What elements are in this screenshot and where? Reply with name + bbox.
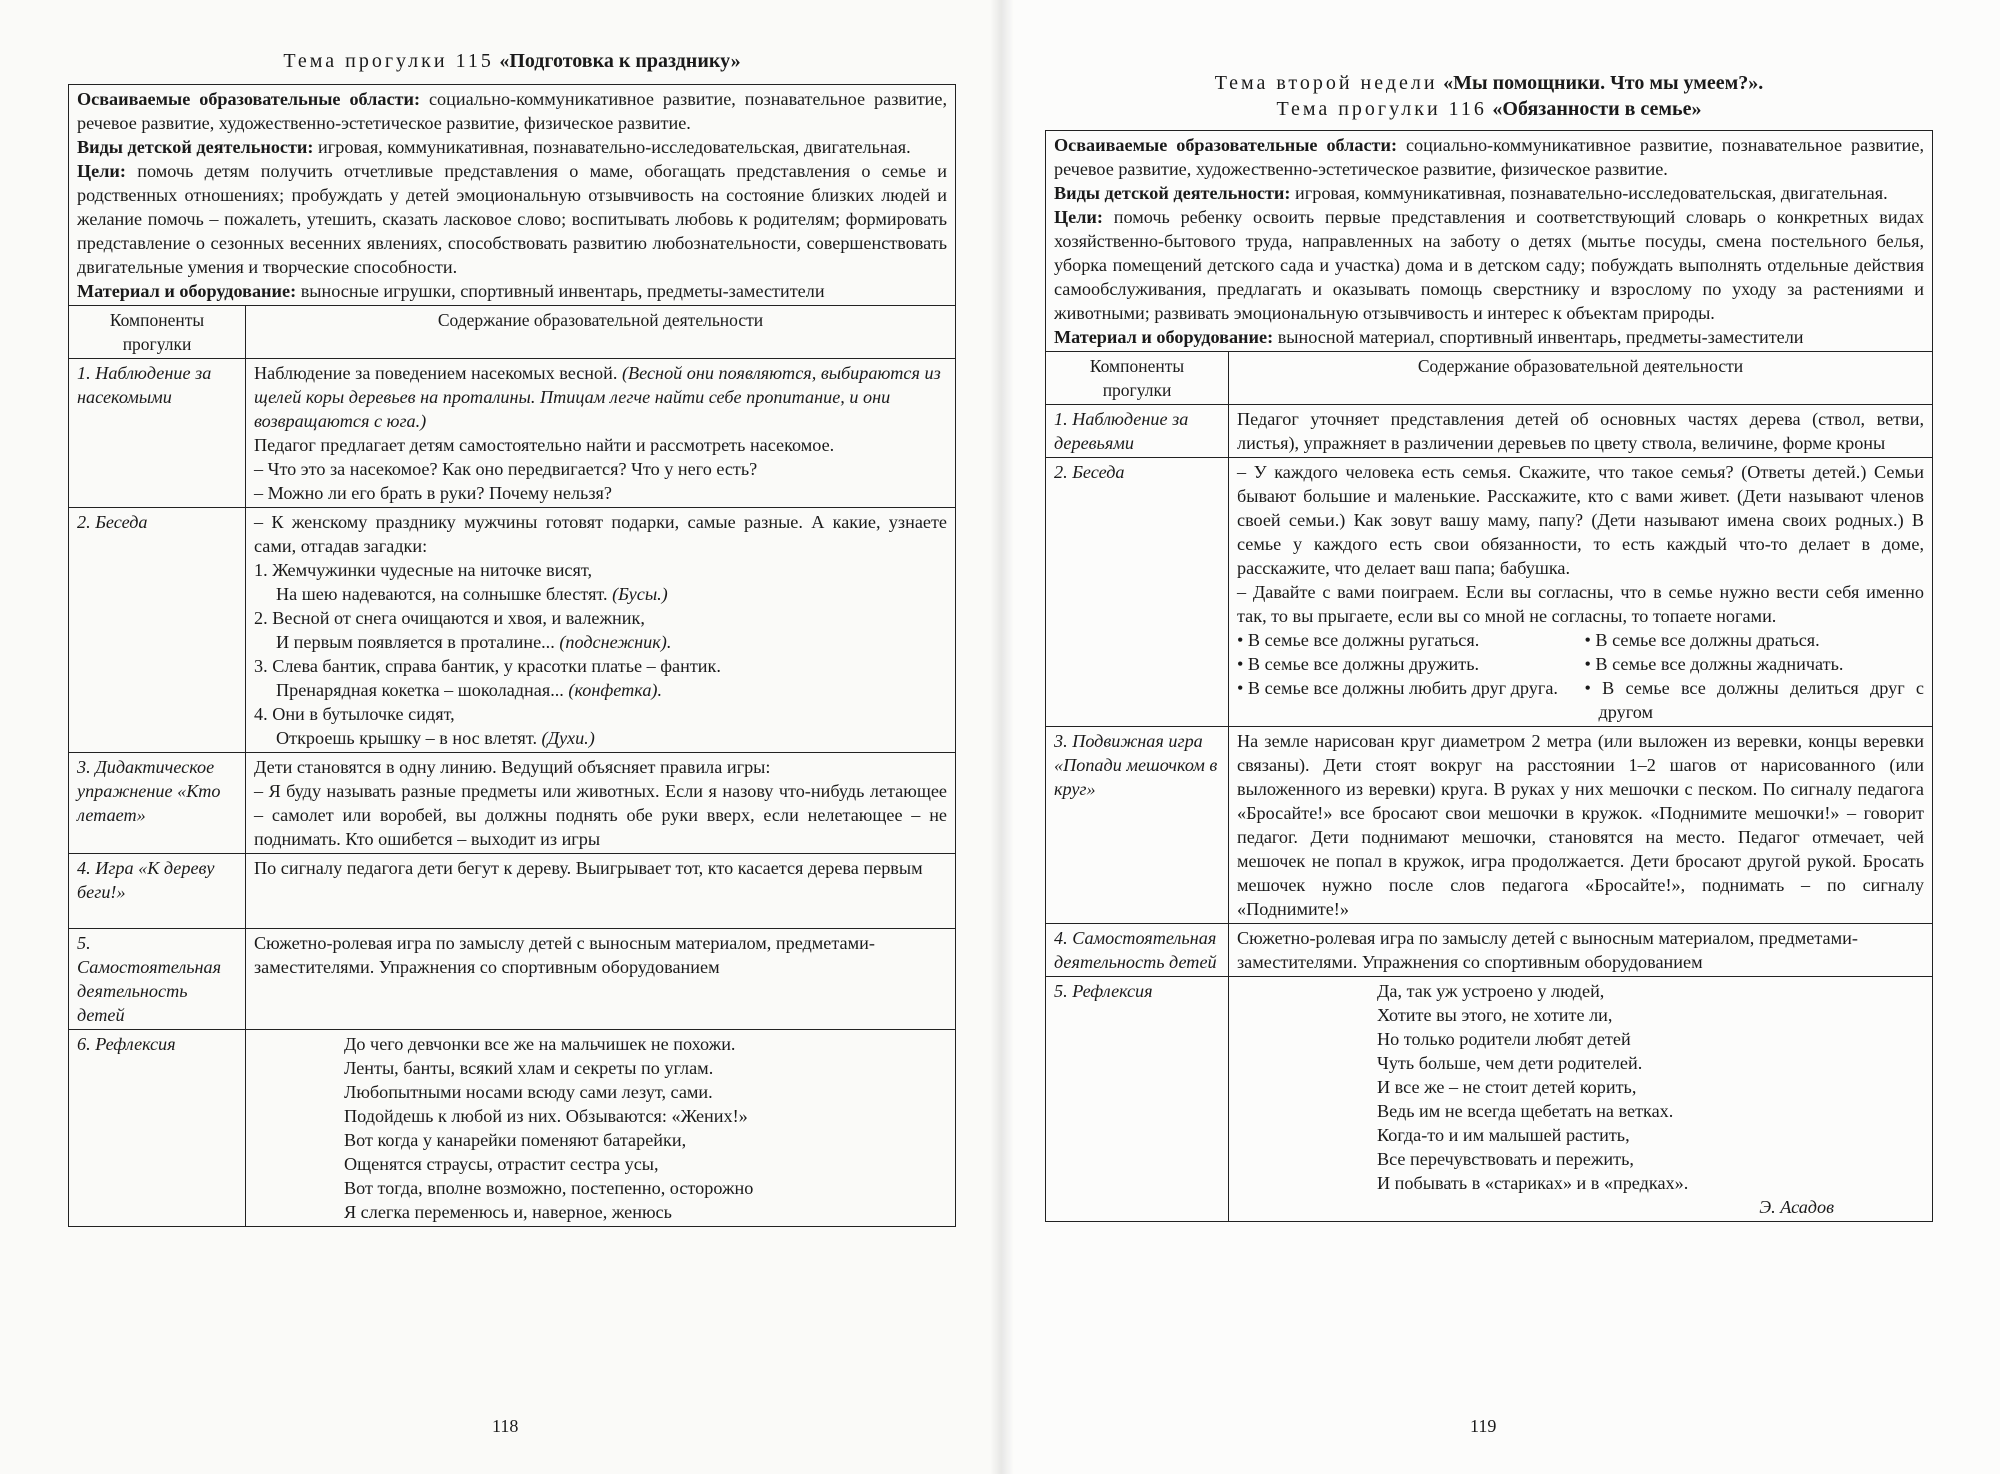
right-week-title	[1045, 70, 1933, 96]
left-riddle2-answer: (подснежник).	[554, 632, 672, 652]
left-info-cell	[69, 85, 956, 306]
right-row3-content: На земле нарисован круг диаметром 2 метра (или выложен из веревки, концы веревки связаны). Дети стоят вокруг на расстоянии 1–2 шагов от нарисованного (или выложенного из веревки) круга. В руках у них мешочки с песком. По сигналу педагога «Бросайте!» все бросают свои мешочки в кружок. «Поднимите мешочки!» – говорит педагог. Дети поднимают мешочки, становятся на место. Педагог отмечает, чей мешочек не попал в кружок, игра продолжается. Дети бросают другой рукой. Бросать мешочек нужно после слов педагога «Бросайте!», поднимать – по сигналу «Поднимите!»	[1229, 727, 1933, 924]
poem-line: Ленты, банты, всякий хлам и секреты по углам.	[344, 1058, 714, 1078]
poem-line: Все перечувствовать и пережить,	[1377, 1149, 1634, 1169]
left-row1-b: Педагог предлагает детям самостоятельно найти и рассмотреть насекомое.	[254, 435, 835, 455]
left-row3-b: – Я буду называть разные предметы или животных. Если я назову что-нибудь летающее – самолет или воробей, вы должны поднять обе руки вверх, если нелетающее – не поднимать. Кто ошибется – выходит из игры	[254, 781, 947, 849]
poem-line: Но только родители любят детей	[1377, 1029, 1631, 1049]
right-areas-text: социально-коммуникативное развитие, познавательное развитие, речевое развитие, художественно-эстетическое развитие, физическое развитие.	[1054, 135, 1924, 179]
right-materials	[1054, 325, 1924, 349]
left-materials-label: Материал и оборудование:	[77, 281, 297, 301]
right-page-content	[1045, 70, 1933, 1222]
left-areas	[77, 87, 947, 135]
right-poem	[1237, 979, 1924, 1195]
right-goals-label: Цели:	[1054, 207, 1103, 227]
list-item: • В семье все должны дружить.	[1237, 654, 1480, 674]
right-title-prefix: Тема прогулки 116	[1276, 98, 1487, 120]
left-col-content: Содержание образовательной деятельности	[246, 306, 956, 359]
left-row1-d: – Можно ли его брать в руки? Почему нельзя?	[254, 483, 612, 503]
left-title-topic: «Подготовка к празднику»	[499, 50, 741, 72]
right-goals-text: помочь ребенку освоить первые представления и соответствующий словарь о конкретных видах хозяйственно-бытового труда, направленных на заботу о детях (мытье посуды, смена постельного белья, уборка помещений детского сада и участка) дома и в детском саду; побуждать выполнять отдельные действия самообслуживания, предлагать и оказывать помощь сверстнику и взрослому по уходу за растениями и животными; развивать эмоциональную отзывчивость и интерес к объектам природы.	[1054, 207, 1924, 323]
left-row2-content	[246, 508, 956, 753]
right-walk-table	[1045, 130, 1933, 1222]
table-row	[1046, 977, 1933, 1222]
poem-line: Подойдешь к любой из них. Обзываются: «Жених!»	[344, 1106, 748, 1126]
left-header-row	[69, 306, 956, 359]
left-title-prefix: Тема прогулки 115	[283, 50, 494, 72]
left-riddle4-b-line	[254, 726, 947, 750]
left-riddle3-b: Пренарядная кокетка – шоколадная...	[276, 680, 564, 700]
left-walk-table	[68, 84, 956, 1227]
left-riddle1-b: На шею надеваются, на солнышке блестят.	[276, 584, 608, 604]
left-row2-intro: – К женскому празднику мужчины готовят подарки, самые разные. А какие, узнаете сами, отгадав загадки:	[254, 512, 947, 556]
right-header-row	[1046, 352, 1933, 405]
left-row1-line	[254, 361, 947, 433]
right-info-cell	[1046, 131, 1933, 352]
poem-line: И все же – не стоит детей корить,	[1377, 1077, 1637, 1097]
right-row2-name: 2. Беседа	[1046, 458, 1229, 727]
right-row2-b: – Давайте с вами поиграем. Если вы согласны, что в семье нужно вести себя именно так, то вы прыгаете, если вы со мной не согласны, то топаете ногами.	[1237, 582, 1924, 626]
right-week-topic: «Мы помощники. Что мы умеем?».	[1443, 72, 1764, 94]
poem-line: Хотите вы этого, не хотите ли,	[1377, 1005, 1613, 1025]
right-col-components: Компоненты прогулки	[1046, 352, 1229, 405]
table-row	[69, 1030, 956, 1227]
left-row3-content	[246, 753, 956, 854]
right-kinds	[1054, 181, 1924, 205]
right-row3-name: 3. Подвижная игра «Попади мешочком в круг»	[1046, 727, 1229, 924]
left-areas-text: социально-коммуникативное развитие, познавательное развитие, речевое развитие, художественно-эстетическое развитие, физическое развитие.	[77, 89, 947, 133]
left-page-content	[68, 48, 956, 1227]
poem-line: Любопытными носами всюду сами лезут, сами.	[344, 1082, 713, 1102]
left-row1-a-italic: (Весной они появляются, выбираются из щелей коры деревьев на проталины. Птицам легче найти себе пропитание, и они возвращаются с юга.)	[254, 363, 941, 431]
right-row1-content: Педагог уточняет представления детей об основных частях дерева (ствол, ветви, листья), упражняет в различении деревьев по цвету ствола, величине, форме кроны	[1229, 405, 1933, 458]
left-goals-label: Цели:	[77, 161, 126, 181]
right-row1-name: 1. Наблюдение за деревьями	[1046, 405, 1229, 458]
left-page-number: 118	[492, 1416, 519, 1436]
left-goals-text: помочь детям получить отчетливые представления о маме, обогащать представления о семье и родственных отношениях; пробуждать у детей эмоциональную отзывчивость на состояние близких людей и желание помочь – пожалеть, утешить, сказать ласковое слово; воспитывать любовь к родителям; формировать представление о сезонных весенних явлениях, способствовать развитию любознательности, совершенствовать двигательные умения и творческие способности.	[77, 161, 947, 277]
table-row	[1046, 924, 1933, 977]
list-item: • В семье все должны жадничать.	[1584, 654, 1844, 674]
left-row3-a: Дети становятся в одну линию. Ведущий объясняет правила игры:	[254, 757, 771, 777]
left-riddle2-b-line	[254, 630, 947, 654]
poem-line: И побывать в «стариках» и в «предках».	[1377, 1173, 1689, 1193]
left-row3-name: 3. Дидактическое упражнение «Кто летает»	[69, 753, 246, 854]
table-row	[1046, 405, 1933, 458]
left-riddle1-b-line	[254, 582, 947, 606]
right-week-prefix: Тема второй недели	[1214, 72, 1438, 94]
poem-line: До чего девчонки все же на мальчишек не похожи.	[344, 1034, 736, 1054]
left-row5-name: 5. Самостоятельная деятельность детей	[69, 929, 246, 1030]
left-row4-content: По сигналу педагога дети бегут к дереву. Выигрывает тот, кто касается дерева первым	[246, 854, 956, 929]
poem-author: Э. Асадов	[1759, 1197, 1834, 1217]
poem-line: Чуть больше, чем дети родителей.	[1377, 1053, 1643, 1073]
left-row1-name: 1. Наблюдение за насекомыми	[69, 359, 246, 508]
left-riddle3-a: 3. Слева бантик, справа бантик, у красотки платье – фантик.	[254, 656, 721, 676]
left-riddle4-b: Откроешь крышку – в нос влетят.	[276, 728, 537, 748]
table-row	[1046, 458, 1933, 727]
left-walk-title	[68, 48, 956, 74]
right-goals	[1054, 205, 1924, 325]
poem-line: Когда-то и им малышей растить,	[1377, 1125, 1630, 1145]
poem-line: Ощенятся страусы, отрастит сестра усы,	[344, 1154, 659, 1174]
left-kinds-label: Виды детской деятельности:	[77, 137, 314, 157]
table-row	[69, 508, 956, 753]
left-riddle4-answer: (Духи.)	[537, 728, 595, 748]
left-row6-name: 6. Рефлексия	[69, 1030, 246, 1227]
left-row1-a: Наблюдение за поведением насекомых весной.	[254, 363, 618, 383]
left-goals	[77, 159, 947, 279]
left-info-row	[69, 85, 956, 306]
left-row2-name: 2. Беседа	[69, 508, 246, 753]
left-row1-content	[246, 359, 956, 508]
left-areas-label: Осваиваемые образовательные области:	[77, 89, 421, 109]
table-row	[69, 359, 956, 508]
left-riddle4-a: 4. Они в бутылочке сидят,	[254, 704, 455, 724]
right-row2-bullets	[1237, 628, 1924, 724]
left-col-components: Компоненты прогулки	[69, 306, 246, 359]
table-row	[69, 753, 956, 854]
poem-line: Я слегка переменюсь и, наверное, женюсь	[344, 1202, 672, 1222]
right-kinds-label: Виды детской деятельности:	[1054, 183, 1291, 203]
left-materials-text: выносные игрушки, спортивный инвентарь, предметы-заместители	[296, 281, 825, 301]
poem-line: Да, так уж устроено у людей,	[1377, 981, 1605, 1001]
left-row5-content: Сюжетно-ролевая игра по замыслу детей с выносным материалом, предметами-заместителями. Упражнения со спортивным оборудованием	[246, 929, 956, 1030]
right-col-content: Содержание образовательной деятельности	[1229, 352, 1933, 405]
right-areas	[1054, 133, 1924, 181]
left-poem	[254, 1032, 947, 1224]
left-kinds-text: игровая, коммуникативная, познавательно-исследовательская, двигательная.	[313, 137, 911, 157]
right-materials-label: Материал и оборудование:	[1054, 327, 1274, 347]
table-row	[69, 929, 956, 1030]
list-item: • В семье все должны ругаться.	[1237, 630, 1480, 650]
left-riddle2-b: И первым появляется в проталине...	[276, 632, 555, 652]
right-row5-content	[1229, 977, 1933, 1222]
book-spine	[990, 0, 1014, 1474]
right-row4-name: 4. Самостоятельная деятельность детей	[1046, 924, 1229, 977]
left-riddle3-answer: (конфетка).	[563, 680, 663, 700]
right-row2-content	[1229, 458, 1933, 727]
right-walk-title	[1045, 96, 1933, 122]
table-row	[1046, 727, 1933, 924]
right-row5-name: 5. Рефлексия	[1046, 977, 1229, 1222]
right-kinds-text: игровая, коммуникативная, познавательно-исследовательская, двигательная.	[1290, 183, 1888, 203]
list-item: • В семье все должны делиться друг с другом	[1584, 678, 1924, 722]
left-row1-c: – Что это за насекомое? Как оно передвигается? Что у него есть?	[254, 459, 758, 479]
right-page-number: 119	[1470, 1416, 1497, 1436]
right-title-topic: «Обязанности в семье»	[1492, 98, 1702, 120]
poem-line: Вот тогда, вполне возможно, постепенно, осторожно	[344, 1178, 754, 1198]
list-item: • В семье все должны любить друг друга.	[1237, 678, 1558, 698]
table-row	[69, 854, 956, 929]
right-row2-a: – У каждого человека есть семья. Скажите, что такое семья? (Ответы детей.) Семьи бывают большие и маленькие. Расскажите, кто с вами живет. (Дети называют членов своей семьи.) Как зовут вашу маму, папу? (Дети называют имена своих родных.) В семье у каждого есть свои обязанности, то есть каждый что-то делает в доме, расскажите, что делает ваш папа; бабушка.	[1237, 462, 1924, 578]
right-materials-text: выносной материал, спортивный инвентарь, предметы-заместители	[1273, 327, 1804, 347]
left-materials	[77, 279, 947, 303]
left-riddle2-a: 2. Весной от снега очищаются и хвоя, и валежник,	[254, 608, 645, 628]
left-riddle1-answer: (Бусы.)	[607, 584, 668, 604]
left-riddle3-b-line	[254, 678, 947, 702]
poem-line: Ведь им не всегда щебетать на ветках.	[1377, 1101, 1674, 1121]
poem-line: Вот когда у канарейки поменяют батарейки,	[344, 1130, 687, 1150]
right-row4-content: Сюжетно-ролевая игра по замыслу детей с выносным материалом, предметами-заместителями. Упражнения со спортивным оборудованием	[1229, 924, 1933, 977]
right-areas-label: Осваиваемые образовательные области:	[1054, 135, 1398, 155]
left-row6-content	[246, 1030, 956, 1227]
left-row4-name: 4. Игра «К дереву беги!»	[69, 854, 246, 929]
right-info-row	[1046, 131, 1933, 352]
left-kinds	[77, 135, 947, 159]
left-riddle1-a: 1. Жемчужинки чудесные на ниточке висят,	[254, 560, 592, 580]
list-item: • В семье все должны драться.	[1584, 630, 1820, 650]
